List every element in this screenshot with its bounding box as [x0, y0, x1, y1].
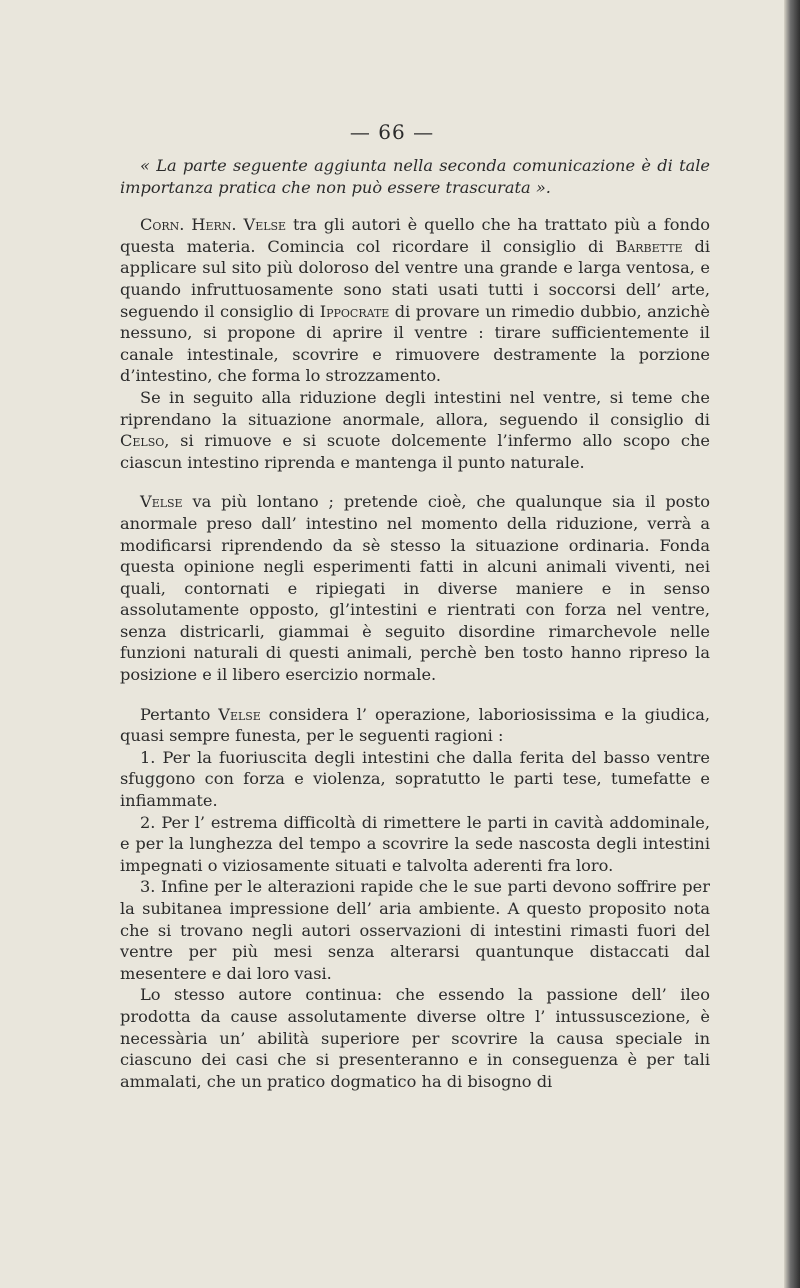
author-name-velse-3: Velse — [218, 704, 261, 724]
reason-item-2: 2. Per l’ estrema difficoltà di rimettere le parti in cavità addominale, e per la lunghezza del tempo a scovrire la sede nascosta degli intestini impegnati o viziosamente situati e talvolta aderenti fra loro. — [120, 812, 710, 875]
author-name-barbette: Barbette — [615, 236, 683, 256]
page-number: — 66 — — [349, 120, 435, 144]
reason-item-3: 3. Infine per le alterazioni rapide che le sue parti devono soffrire per la subitanea impressione dell’ aria ambiente. A questo proposito nota che si trovano negli autori osservazioni di intestini rimasti fuori del ventre per più mesi senza alterarsi quantunque distaccati dal mesentere e dai loro vasi. — [120, 877, 710, 983]
paragraph-3-text: va più lontano ; pretende cioè, che qualunque sia il posto anormale preso dall’ intestino nel momento della riduzione, verrà a modificarsi riprendendo da sè stesso la situazione ordinaria. Fonda questa opinione negli esperimenti fatti in alcuni animali viventi, nei quali, contornati e ripiegati in diverse maniere e in senso assolutamente opposto, gl’intestini e rientrati con forza nel ventre, senza districarli, giammai è seguito disordine rimarchevole nelle funzioni naturali di questi animali, perchè ben tosto hanno ripreso la posizione e il libero esercizio normale. — [120, 492, 710, 685]
paragraph-1-text-a: tra gli autori è quello che ha trattato più a fondo questa materia. Comincia col ricordare il consiglio di — [120, 215, 710, 256]
author-name-velse-2: Velse — [140, 492, 183, 512]
author-name-velse: Corn. Hern. Velse — [140, 215, 287, 235]
page-edge-shadow — [784, 0, 800, 1288]
body-text — [120, 155, 710, 1092]
paragraph-2-text-a: Se in seguito alla riduzione degli intestini nel ventre, si teme che riprendano la situazione anormale, allora, seguendo il consiglio di — [120, 387, 710, 429]
paragraph-4-text-a: Pertanto — [140, 704, 219, 724]
paragraph-4-text-b: considera l’ operazione, laboriosissima e la giudica, quasi sempre funesta, per le seguenti ragioni : — [120, 704, 710, 746]
paragraph-1-text-b: di applicare sul sito più doloroso del ventre una grande e larga ventosa, e quando infruttuosamente sono stati usati tutti i soccorsi dell’ arte, seguendo il consiglio di — [120, 236, 711, 321]
reason-item-1: 1. Per la fuoriuscita degli intestini che dalla ferita del basso ventre sfuggono con forza e violenza, sopratutto le parti tese, tumefatte e infiammate. — [120, 747, 710, 811]
paragraph-4 — [120, 704, 710, 747]
paragraph-3 — [120, 491, 710, 685]
paragraph-2 — [120, 387, 710, 473]
paragraph-5: Lo stesso autore continua: che essendo la passione dell’ ileo prodotta da cause assolutamente diverse oltre l’ intussuscezione, è necessària un’ abilità superiore per scovrire la causa speciale in ciascuno dei casi che si presenteranno e in conseguenza è per tali ammalati, che un pratico dogmatico ha di bisogno di — [120, 985, 710, 1091]
author-name-celso: Celso — [120, 431, 165, 451]
paragraph-1 — [120, 214, 710, 387]
paragraph-2-text-b: , si rimuove e si scuote dolcemente l’infermo allo scopo che ciascun intestino riprenda e mantenga il punto naturale. — [120, 431, 710, 472]
paragraph-1-text-c: di provare un rimedio dubbio, anzichè nessuno, si propone di aprire il ventre : tirare sufficientemente il canale intestinale, scovrire e rimuovere destramente la porzione d’intestino, che forma lo strozzamento. — [120, 301, 710, 386]
author-name-ippocrate: Ippocrate — [319, 301, 390, 321]
intro-quote: « La parte seguente aggiunta nella seconda comunicazione è di tale importanza pratica che non può essere trascurata ». — [120, 156, 710, 197]
